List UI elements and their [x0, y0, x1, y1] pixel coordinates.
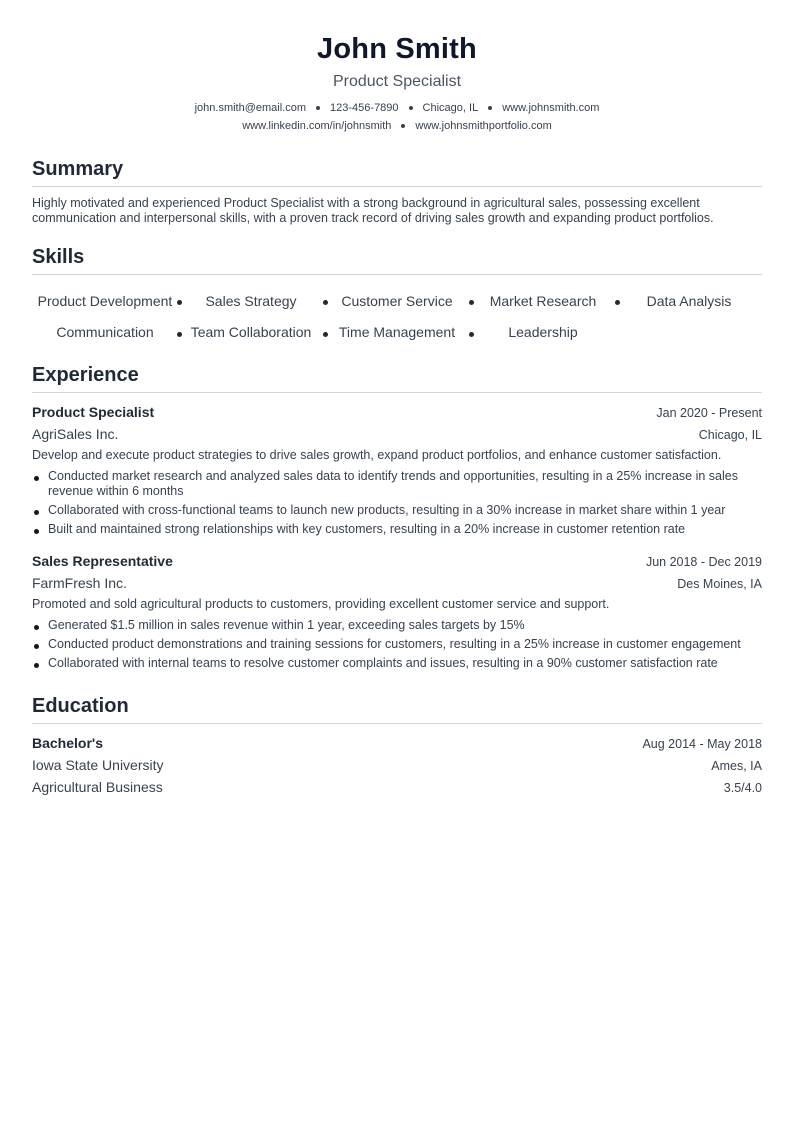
- skill-item: [324, 324, 470, 341]
- skills-heading: Skills: [32, 244, 762, 275]
- separator-dot: [409, 106, 413, 110]
- candidate-name: John Smith: [317, 33, 477, 65]
- skill-label: Team Collaboration: [190, 324, 312, 340]
- website-link[interactable]: www.johnsmith.com: [502, 102, 600, 114]
- skill-item: [324, 284, 470, 318]
- skill-label: Data Analysis: [646, 292, 732, 309]
- job-header-row: [32, 402, 762, 424]
- summary-text: Highly motivated and experienced Product Specialist with a strong background in agricultural sales, possessing excellent communication and interpersonal skills, with a proven track record of driving sales growth and expanding product portfolios.: [32, 196, 714, 225]
- skill-item: [178, 324, 324, 341]
- bullet-text: Conducted market research and analyzed sales data to identify trends and opportunities, resulting in a 25% increase in sales revenue within 6 months: [48, 469, 738, 498]
- skill-item: [470, 324, 616, 341]
- education-school: Iowa State University: [32, 757, 164, 773]
- separator-dot: [488, 106, 492, 110]
- education-location: Ames, IA: [711, 759, 762, 773]
- education-field: Agricultural Business: [32, 779, 163, 795]
- bullet-text: Built and maintained strong relationships with key customers, resulting in a 20% increase in customer retention rate: [48, 522, 686, 536]
- education-field-row: [32, 777, 762, 799]
- bullet-icon: [34, 476, 39, 481]
- job-bullets: [32, 618, 762, 671]
- skill-item: [470, 284, 616, 318]
- job-location: Chicago, IL: [698, 428, 762, 442]
- job-company-row: [32, 424, 762, 446]
- bullet-icon: [34, 510, 39, 515]
- list-item: [32, 522, 762, 537]
- education-degree-row: [32, 733, 762, 755]
- list-item: [32, 618, 762, 633]
- job-header-row: [32, 551, 762, 573]
- skill-item: [616, 284, 762, 318]
- phone-number: 123-456-7890: [330, 102, 399, 114]
- email-link[interactable]: john.smith@email.com: [194, 102, 307, 114]
- skill-item: [32, 284, 178, 318]
- bullet-text: Collaborated with cross-functional teams to launch new products, resulting in a 30% increase in market share within 1 year: [48, 503, 726, 517]
- contact-line-1: [32, 99, 762, 117]
- skill-label: Market Research: [489, 292, 597, 309]
- skill-label: Leadership: [508, 324, 578, 340]
- bullet-icon: [34, 644, 39, 649]
- education-degree: Bachelor's: [32, 735, 104, 751]
- skill-item: [32, 324, 178, 341]
- linkedin-link[interactable]: www.linkedin.com/in/johnsmith: [242, 120, 392, 132]
- portfolio-link[interactable]: www.johnsmithportfolio.com: [415, 120, 552, 132]
- location-text: Chicago, IL: [422, 102, 479, 114]
- list-item: [32, 637, 762, 652]
- job-role: Product Specialist: [32, 404, 155, 420]
- resume-header: [32, 0, 762, 135]
- job-description: Develop and execute product strategies to drive sales growth, expand product portfolios, and enhance customer satisfaction.: [32, 448, 722, 462]
- job-company-row: [32, 573, 762, 595]
- skill-label: Sales Strategy: [205, 292, 297, 309]
- summary-section: [32, 156, 762, 226]
- bullet-text: Generated $1.5 million in sales revenue within 1 year, exceeding sales targets by 15%: [48, 618, 525, 632]
- separator-dot: [401, 124, 405, 128]
- job-dates: Jan 2020 - Present: [656, 406, 762, 420]
- list-item: [32, 503, 762, 518]
- skill-label: Communication: [56, 324, 154, 340]
- summary-heading: Summary: [32, 156, 762, 187]
- bullet-icon: [34, 663, 39, 668]
- job-company: AgriSales Inc.: [32, 426, 119, 442]
- skill-item: [178, 284, 324, 318]
- skills-grid: [32, 284, 762, 341]
- bullet-icon: [34, 625, 39, 630]
- education-heading: Education: [32, 693, 762, 724]
- separator-dot: [316, 106, 320, 110]
- job-location: Des Moines, IA: [677, 577, 762, 591]
- list-item: [32, 469, 762, 499]
- candidate-title: Product Specialist: [332, 73, 462, 90]
- job-entry: [32, 402, 762, 537]
- job-entry: [32, 551, 762, 671]
- education-gpa: 3.5/4.0: [723, 781, 762, 795]
- skill-label: Time Management: [338, 324, 456, 340]
- job-role: Sales Representative: [32, 553, 173, 569]
- experience-section: [32, 362, 762, 671]
- list-item: [32, 656, 762, 671]
- skill-label: Product Development: [37, 292, 173, 309]
- job-description: Promoted and sold agricultural products to customers, providing excellent customer service and support.: [32, 597, 610, 611]
- contact-line-2: [32, 117, 762, 135]
- job-bullets: [32, 469, 762, 537]
- skills-section: [32, 244, 762, 341]
- education-dates: Aug 2014 - May 2018: [642, 737, 762, 751]
- education-section: [32, 693, 762, 799]
- job-company: FarmFresh Inc.: [32, 575, 127, 591]
- experience-heading: Experience: [32, 362, 762, 393]
- bullet-text: Collaborated with internal teams to resolve customer complaints and issues, resulting in a 90% customer satisfaction rate: [48, 656, 718, 670]
- education-school-row: [32, 755, 762, 777]
- bullet-text: Conducted product demonstrations and training sessions for customers, resulting in a 25% increase in customer engagement: [48, 637, 741, 651]
- skill-label: Customer Service: [341, 292, 453, 309]
- bullet-icon: [34, 529, 39, 534]
- job-dates: Jun 2018 - Dec 2019: [645, 555, 762, 569]
- education-entry: [32, 733, 762, 799]
